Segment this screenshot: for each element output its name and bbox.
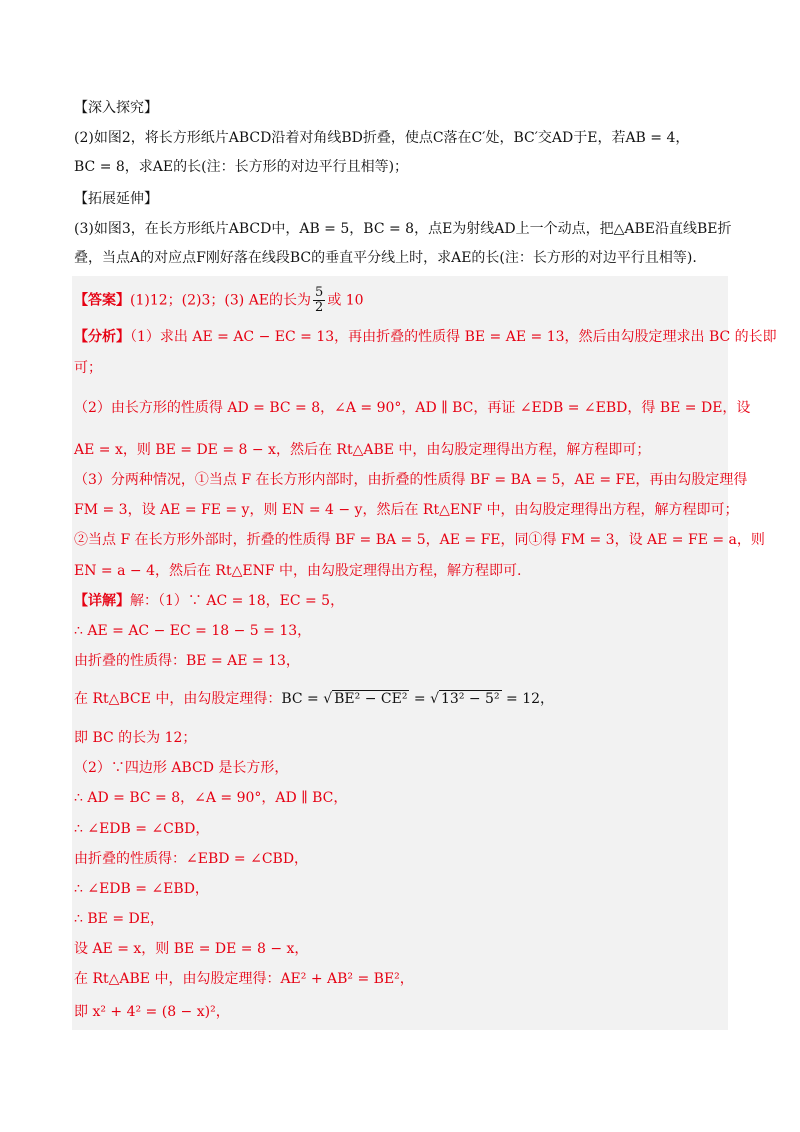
- fraction-numerator: 5: [315, 285, 324, 300]
- fraction-denominator: 2: [315, 300, 324, 315]
- detail-line-10: ∴ ∠EDB = ∠EBD，: [74, 881, 209, 897]
- detail-jie: 解：: [130, 593, 158, 609]
- problem3-line2: 叠，当点A的对应点F刚好落在线段BC的垂直平分线上时，求AE的长(注：长方形的对边平行且相等).: [74, 250, 697, 266]
- detail-line-9: 由折叠的性质得：∠EBD = ∠CBD，: [74, 851, 309, 867]
- problem2-line2: BC = 8，求AE的长(注：长方形的对边平行且相等)；: [74, 159, 409, 175]
- analysis-label: 【分析】: [74, 329, 130, 345]
- detail-line-12: 设 AE = x，则 BE = DE = 8 − x，: [74, 941, 309, 957]
- detail-line-8: ∴ ∠EDB = ∠CBD，: [74, 821, 210, 837]
- analysis-line-2: （2）由长方形的性质得 AD = BC = 8，∠A = 90°，AD ∥ BC，再证 ∠EDB = ∠EBD，得 BE = DE，设: [74, 400, 751, 416]
- analysis-line-2b: AE = x，则 BE = DE = 8 − x，然后在 Rt△ABE 中，由勾股定理得出方程，解方程即可；: [74, 442, 651, 458]
- detail-text-4-pre: 在 Rt△BCE 中，由勾股定理得：: [74, 691, 282, 707]
- detail-line-3: 由折叠的性质得：BE = AE = 13，: [74, 653, 300, 669]
- analysis-line-1: [74, 327, 777, 347]
- detail-line-7: ∴ AD = BC = 8，∠A = 90°，AD ∥ BC，: [74, 790, 348, 806]
- detail-line-1: [74, 591, 344, 611]
- analysis-line-3b: FM = 3，设 AE = FE = y，则 EN = 4 − y，然后在 Rt△ENF 中，由勾股定理得出方程，解方程即可；: [74, 502, 739, 518]
- answer-part3-post: 或 10: [327, 292, 364, 309]
- detail-line-6: （2）∵四边形 ABCD 是长方形，: [74, 760, 289, 776]
- answer-line: [74, 286, 364, 315]
- detail-label: 【详解】: [74, 593, 130, 609]
- answer-label: 【答案】: [74, 292, 130, 309]
- detail-formula-root2: 13² − 5²: [441, 691, 500, 707]
- answer-part1: (1)12；: [130, 292, 182, 309]
- detail-text-1: （1）∵ AC = 18，EC = 5，: [158, 593, 345, 609]
- problem2-line1: (2)如图2，将长方形纸片ABCD沿着对角线BD折叠，使点C落在C′处，BC′交AD于E，若AB = 4，: [74, 130, 690, 146]
- answer-part2: (2)3；: [181, 292, 225, 309]
- section-extend: 【拓展延伸】: [74, 191, 158, 207]
- detail-formula-root1: BE² − CE²: [334, 691, 408, 707]
- analysis-line-3: （3）分两种情况，①当点 F 在长方形内部时，由折叠的性质得 BF = BA = 5，AE = FE，再由勾股定理得: [74, 472, 748, 488]
- detail-line-2: ∴ AE = AC − EC = 18 − 5 = 13，: [74, 623, 312, 639]
- detail-line-14: 即 x² + 4² = (8 − x)²，: [74, 1004, 230, 1020]
- detail-formula-end: = 12，: [501, 691, 555, 707]
- section-deep-explore: 【深入探究】: [74, 100, 158, 116]
- detail-line-11: ∴ BE = DE，: [74, 911, 164, 927]
- answer-part3-pre: (3) AE的长为: [224, 292, 312, 309]
- analysis-text-1: （1）求出 AE = AC − EC = 13，再由折叠的性质得 BE = AE = 13，然后由勾股定理求出 BC 的长即: [130, 329, 777, 345]
- answer-fraction: [313, 286, 325, 315]
- problem3-line1: (3)如图3，在长方形纸片ABCD中，AB = 5，BC = 8，点E为射线AD上一个动点，把△ABE沿直线BE折: [74, 221, 732, 237]
- detail-formula-mid: =: [409, 691, 431, 707]
- detail-line-13: 在 Rt△ABE 中，由勾股定理得：AE² + AB² = BE²，: [74, 971, 414, 987]
- detail-line-5: 即 BC 的长为 12；: [74, 730, 197, 746]
- detail-formula-lhs: BC =: [281, 691, 324, 707]
- analysis-line-3c: ②当点 F 在长方形外部时，折叠的性质得 BF = BA = 5，AE = FE，同①得 FM = 3，设 AE = FE = a，则: [74, 532, 765, 548]
- analysis-line-3d: EN = a − 4，然后在 Rt△ENF 中，由勾股定理得出方程，解方程即可.: [74, 563, 522, 579]
- detail-line-4: 在 Rt△BCE 中，由勾股定理得：BC = √ BE² − CE² = √ 13² − 5² = 12，: [74, 691, 555, 707]
- analysis-line-1b: 可；: [74, 360, 102, 376]
